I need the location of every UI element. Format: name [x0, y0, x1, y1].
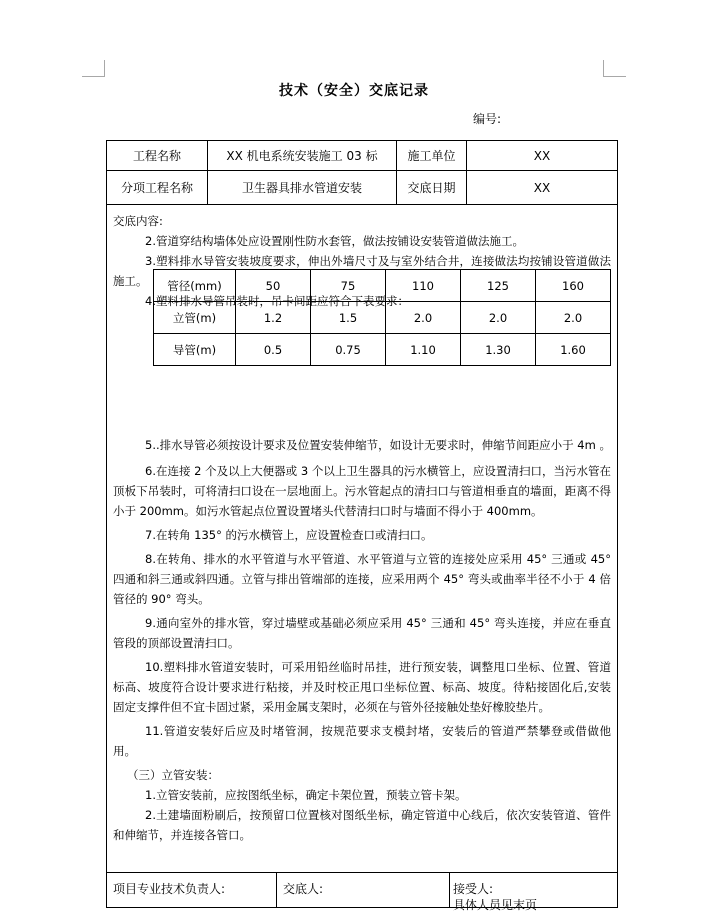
discloser-label: 交底人: — [283, 882, 324, 896]
footer-col-divider-2 — [449, 872, 450, 907]
table-cell: 75 — [311, 270, 386, 302]
header-bottom-line — [107, 204, 617, 205]
table-cell: 110 — [386, 270, 461, 302]
construction-unit-value: XX — [533, 149, 551, 163]
hanger-spacing-table — [153, 269, 611, 366]
table-row-header: 管径(mm) — [154, 270, 236, 302]
disclosure-date-value: XX — [533, 181, 551, 195]
vertical-pipe-item-2: 2.土建墙面粉刷后，按预留口位置核对图纸坐标，确定管道中心线后，依次安装管道、管件和伸缩节，并连接各管口。 — [113, 808, 611, 842]
page-corner-mark-left — [82, 60, 105, 77]
content-heading: 交底内容: — [113, 214, 163, 228]
page-corner-mark-right — [603, 60, 626, 77]
content-item-11: 11.管道安装好后应及时堵管洞，按规范要求支模封堵，安装后的管道严禁攀登或借做他用。 — [113, 724, 611, 758]
project-name-value: XX 机电系统安装施工 03 标 — [226, 149, 378, 163]
table-cell: 1.5 — [311, 302, 386, 334]
content-item-8: 8.在转角、排水的水平管道与水平管道、水平管道与立管的连接处应采用 45° 三通或 45° 四通和斜三通或斜四通。立管与排出管端部的连接，应采用两个 45° 弯头或曲率半径不小于 4 倍管径的 90° 弯头。 — [113, 552, 611, 606]
document-title: 技术（安全）交底记录 — [279, 83, 429, 99]
table-cell: 0.5 — [236, 334, 311, 366]
header-row-divider — [107, 170, 617, 171]
table-cell: 1.60 — [536, 334, 611, 366]
content-item-3: 3.塑料排水导管安装坡度要求，伸出外墙尺寸及与室外结合井，连接做法均按铺设管道做法施工。 — [113, 254, 611, 288]
section-vertical-pipe-heading: （三）立管安装： — [127, 768, 219, 782]
disclosure-form — [106, 140, 618, 912]
content-item-10: 10.塑料排水管道安装时，可采用铅丝临时吊挂，进行预安装，调整甩口坐标、位置、管道标高、坡度符合设计要求进行粘接，并及时校正甩口坐标位置、标高、坡度。待粘接固化后,安装固定支撑件但不宜卡固过紧，采用金属支架时，必须在与管外径接触处垫好橡胶垫片。 — [113, 660, 611, 714]
content-item-5: 5..排水导管必须按设计要求及位置安装伸缩节，如设计无要求时，伸缩节间距应小于 4m 。 — [145, 438, 611, 452]
table-cell: 125 — [461, 270, 536, 302]
subproject-name-label: 分项工程名称 — [120, 181, 193, 195]
footer-col-divider-1 — [276, 872, 277, 907]
construction-unit-label: 施工单位 — [407, 149, 456, 163]
guide-pipe-row — [154, 334, 611, 366]
table-row-header: 立管(m) — [154, 302, 236, 334]
table-cell: 2.0 — [461, 302, 536, 334]
table-cell: 1.30 — [461, 334, 536, 366]
footer-top-line — [107, 872, 617, 873]
content-item-7: 7.在转角 135° 的污水横管上，应设置检查口或清扫口。 — [145, 528, 433, 542]
tech-lead-label: 项目专业技术负责人: — [113, 882, 226, 896]
content-item-2: 2.管道穿结构墙体处应设置刚性防水套管，做法按铺设安装管道做法施工。 — [145, 234, 524, 248]
table-cell: 2.0 — [536, 302, 611, 334]
content-item-6: 6.在连接 2 个及以上大便器或 3 个以上卫生器具的污水横管上，应设置清扫口，当污水管在顶板下吊装时，可将清扫口设在一层地面上。污水管起点的清扫口与管道相垂直的墙面，距离不得小于 200mm。如污水管起点位置设置堵头代替清扫口时与墙面不得小于 400mm。 — [113, 464, 611, 518]
table-cell: 50 — [236, 270, 311, 302]
table-cell: 2.0 — [386, 302, 461, 334]
table-cell: 1.2 — [236, 302, 311, 334]
pipe-diameter-row — [154, 270, 611, 302]
vertical-pipe-row — [154, 302, 611, 334]
table-row-header: 导管(m) — [154, 334, 236, 366]
disclosure-date-label: 交底日期 — [407, 181, 456, 195]
subproject-name-value: 卫生器具排水管道安装 — [241, 181, 362, 195]
receiver-note: 具体人员见末页 — [453, 898, 538, 912]
project-name-label: 工程名称 — [132, 149, 181, 163]
content-item-4: 4.塑料排水导管吊装时，吊卡间距应符合下表要求： — [145, 294, 409, 308]
table-cell: 1.10 — [386, 334, 461, 366]
document-number-label: 编号: — [473, 112, 502, 126]
table-cell: 160 — [536, 270, 611, 302]
vertical-pipe-item-1: 1.立管安装前，应按图纸坐标，确定卡架位置，预装立管卡架。 — [145, 788, 467, 802]
receiver-label: 接受人: — [453, 882, 494, 896]
table-cell: 0.75 — [311, 334, 386, 366]
content-item-9: 9.通向室外的排水管，穿过墙壁或基础必须应采用 45° 三通和 45° 弯头连接，并应在垂直管段的顶部设置清扫口。 — [113, 616, 611, 650]
